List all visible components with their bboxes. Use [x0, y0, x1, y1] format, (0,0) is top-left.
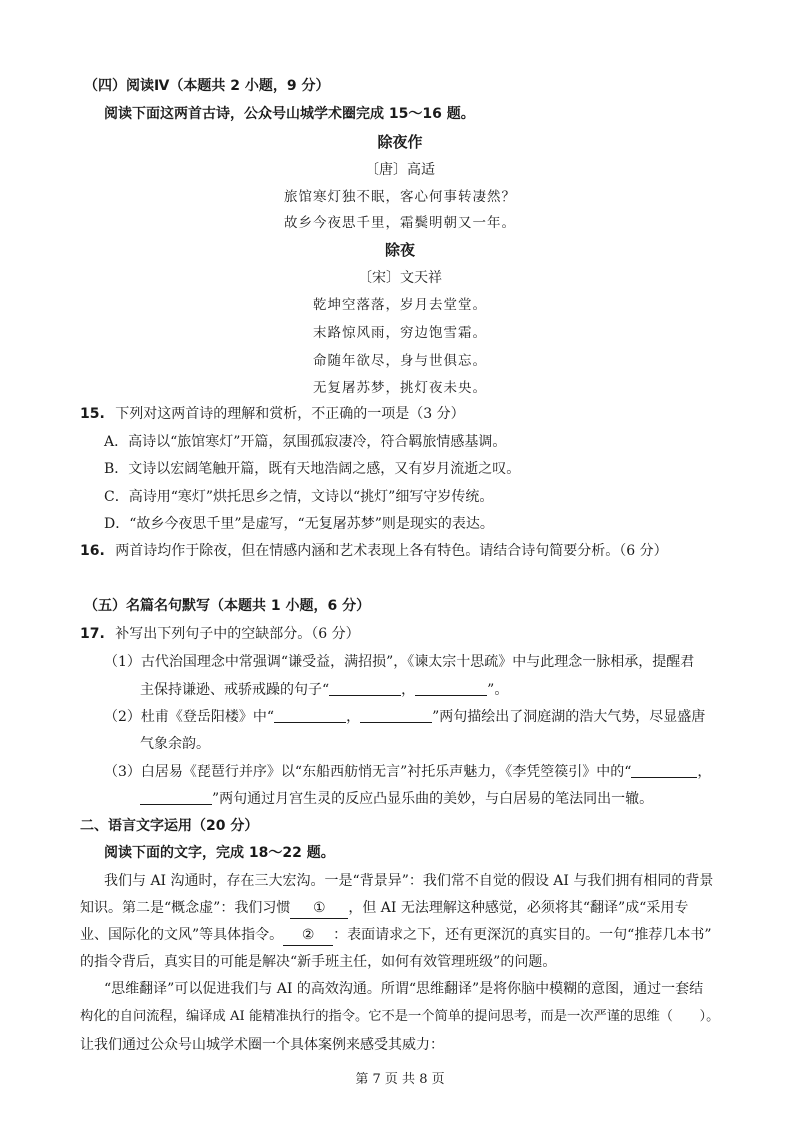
poem-2-line: 命随年欲尽，身与世俱忘。: [313, 353, 487, 369]
option-d: D．“故乡今夜思千里”是虚写，“无复屠苏梦”则是现实的表达。: [104, 516, 494, 532]
text: ”两句描绘出了洞庭湖的浩大气势，尽显盛唐: [432, 709, 706, 725]
text: ，: [697, 764, 712, 780]
fill-blank[interactable]: [274, 708, 346, 723]
question-stem: 下列对这两首诗的理解和赏析，不正确的一项是（3 分）: [115, 406, 465, 422]
question-stem: 补写出下列句子中的空缺部分。（6 分）: [115, 626, 360, 642]
q17-item-2-line-2: 气象余韵。: [140, 736, 210, 752]
question-number: 17.: [80, 626, 105, 642]
text: ：表面请求之下，还有更深沉的真实目的。一句“推荐几本书”: [333, 927, 712, 943]
section-4-title: （四）阅读Ⅳ（本题共 2 小题，9 分）: [84, 78, 330, 94]
q17-item-3-line-1: [104, 762, 711, 782]
section-5-title: （五）名篇名句默写（本题共 1 小题，6 分）: [84, 598, 371, 614]
poem-2-title: 除夜: [384, 241, 415, 259]
text: ，: [346, 709, 361, 725]
q17-item-1-line-1: （1）古代治国理念中常强调“谦受益，满招损”，《谏太宗十思疏》中与此理念一脉相承，提醒君: [104, 654, 695, 670]
text: （3）白居易《琵琶行并序》以“东船西舫悄无言”衬托乐声魅力，《李凭箜篌引》中的“: [104, 764, 632, 780]
fill-blank[interactable]: [360, 708, 432, 723]
passage-line: 构化的自问流程，编译成 AI 能精准执行的指令。它不是一个简单的提问思考，而是一次严谨的思维（ ）。: [80, 1009, 720, 1024]
question-15: [80, 404, 465, 424]
fill-blank[interactable]: [329, 681, 401, 696]
option-a: A．高诗以“旅馆寒灯”开篇，氛围孤寂凄冷，符合羁旅情感基调。: [104, 434, 507, 450]
passage-line: 让我们通过公众号山城学术圈一个具体案例来感受其威力：: [80, 1037, 444, 1053]
section-4-instruction: 阅读下面这两首古诗，公众号山城学术圈完成 15～16 题。: [104, 106, 475, 122]
poem-2-line: 末路惊风雨，穷边饱雪霜。: [313, 325, 487, 341]
fill-blank[interactable]: [631, 763, 697, 778]
text: ”两句通过月宫生灵的反应凸显乐曲的美妙，与白居易的笔法同出一辙。: [212, 791, 654, 807]
q17-item-2-line-1: [104, 707, 705, 727]
poem-2-line: 乾坤空落落，岁月去堂堂。: [313, 297, 487, 313]
q17-item-3-line-2: [140, 789, 653, 809]
part-2-title: 二、语言文字运用（20 分）: [80, 818, 259, 834]
poem-1-line: 旅馆寒灯独不眠，客心何事转凄然？: [284, 189, 516, 205]
q17-item-1-line-2: [140, 680, 508, 700]
blank-1[interactable]: ①: [290, 898, 348, 919]
question-number: 16.: [80, 543, 105, 559]
option-c: C．高诗用“寒灯”烘托思乡之情，文诗以“挑灯”细写守岁传统。: [104, 489, 494, 505]
text: 业、国际化的文风”等具体指令。: [80, 927, 284, 943]
passage-line: [80, 898, 688, 919]
blank-2[interactable]: ②: [283, 925, 333, 946]
fill-blank[interactable]: [140, 790, 212, 805]
poem-1-author: 〔唐〕高适: [365, 162, 435, 178]
passage-line: 我们与 AI 沟通时，存在三大宏沟。一是“背景异”：我们常不自觉的假设 AI 与我们拥有相同的背景: [104, 873, 714, 889]
text: ，但 AI 无法理解这种感觉，必须将其“翻译”成“采用专: [348, 900, 689, 916]
poem-1-title: 除夜作: [377, 133, 423, 151]
text: 知识。第二是“概念虚”：我们习惯: [80, 900, 291, 916]
page-footer: 第 7 页 共 8 页: [355, 1072, 445, 1087]
text: 主保持谦逊、戒骄戒躁的句子“: [140, 682, 330, 698]
poem-2-line: 无复屠苏梦，挑灯夜未央。: [313, 380, 487, 396]
poem-1-line: 故乡今夜思千里，霜鬓明朝又一年。: [284, 215, 516, 231]
question-17: [80, 624, 360, 644]
passage-line: “思维翻译”可以促进我们与 AI 的高效沟通。所谓“思维翻译”是将你脑中模糊的意图，通过一套结: [104, 981, 704, 997]
option-b: B．文诗以宏阔笔触开篇，既有天地浩阔之感，又有岁月流逝之叹。: [104, 461, 521, 477]
question-number: 15.: [80, 406, 105, 422]
part-2-instruction: 阅读下面的文字，完成 18～22 题。: [104, 845, 335, 861]
passage-line: [80, 925, 712, 946]
question-16: [80, 541, 668, 561]
text: （2）杜甫《登岳阳楼》中“: [104, 709, 275, 725]
poem-2-author: 〔宋〕文天祥: [358, 270, 442, 286]
text: ”。: [487, 682, 509, 698]
question-stem: 两首诗均作于除夜，但在情感内涵和艺术表现上各有特色。请结合诗句简要分析。（6 分）: [115, 543, 668, 559]
passage-line: 的指令背后，真实目的可能是解决“新手班主任，如何有效管理班级”的问题。: [80, 954, 557, 970]
text: ，: [401, 682, 416, 698]
fill-blank[interactable]: [415, 681, 487, 696]
